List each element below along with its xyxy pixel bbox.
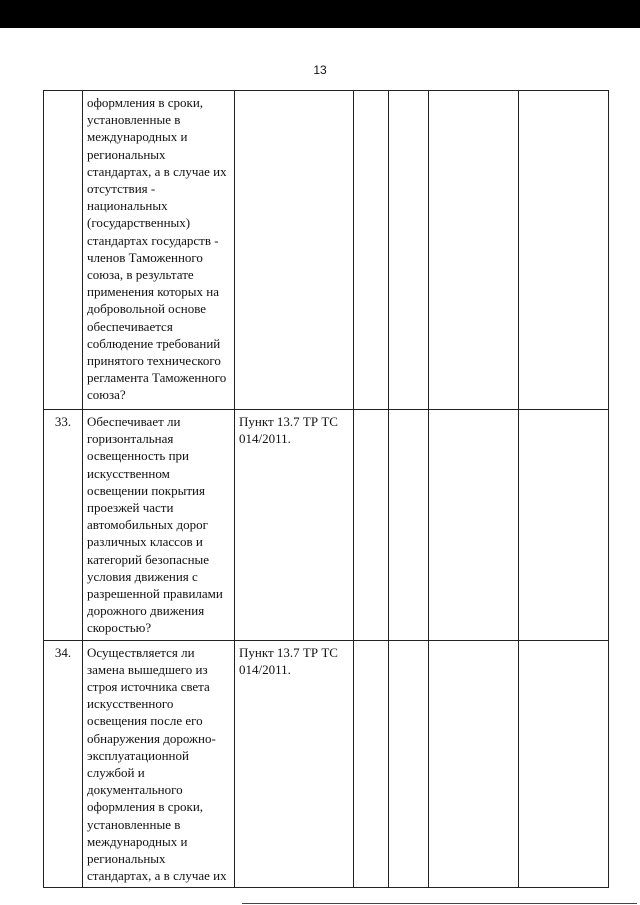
not-applicable-cell (429, 410, 519, 641)
legal-reference (235, 91, 354, 410)
table-row (44, 410, 609, 641)
note-cell (519, 410, 609, 641)
question-text: Обеспечивает ли горизонтальная освещенность при искусственном освещении покрытия проезжей части автомобильных дорог различных классов и категорий безопасные условия движения с разрешенной правилами дорожного движения скоростью? (83, 410, 235, 641)
legal-reference: Пункт 13.7 ТР ТС 014/2011. (235, 410, 354, 641)
scan-border-top (0, 0, 640, 28)
question-text: оформления в сроки, установленные в международных и региональных стандартах, а в случае их отсутствия - национальных (государственных) стандартах государств - членов Таможенного союза, в результате применения которых на добровольной основе обеспечивается соблюдение требований принятого технического регламента Таможенного союза? (83, 91, 235, 410)
not-applicable-cell (429, 91, 519, 410)
checklist-table (43, 90, 609, 888)
answer-yes-cell (354, 640, 389, 888)
table-row (44, 640, 609, 888)
note-cell (519, 91, 609, 410)
row-number (44, 91, 83, 410)
answer-no-cell (389, 410, 429, 641)
table-row (44, 91, 609, 410)
scan-border-bottom (242, 903, 637, 904)
question-text: Осуществляется ли замена вышедшего из строя источника света искусственного освещения после его обнаружения дорожно- эксплуатационной службой и документального оформления в сроки, установленные в международных и региональных стандартах, а в случае их (83, 640, 235, 888)
not-applicable-cell (429, 640, 519, 888)
row-number: 34. (44, 640, 83, 888)
page-number: 13 (313, 63, 327, 77)
legal-reference: Пункт 13.7 ТР ТС 014/2011. (235, 640, 354, 888)
answer-yes-cell (354, 410, 389, 641)
answer-no-cell (389, 91, 429, 410)
note-cell (519, 640, 609, 888)
answer-no-cell (389, 640, 429, 888)
answer-yes-cell (354, 91, 389, 410)
row-number: 33. (44, 410, 83, 641)
